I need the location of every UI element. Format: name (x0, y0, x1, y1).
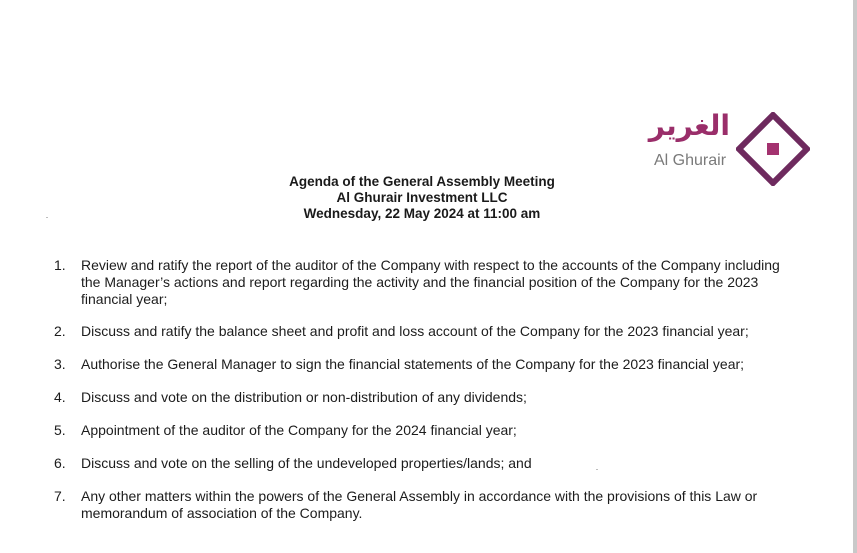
agenda-item-text: Review and ratify the report of the auditor of the Company with respect to the accounts of the Company including the Manager’s actions and report regarding the activity and the financial position of the Company for the 2023 financial year; (81, 257, 780, 307)
al-ghurair-logo (648, 109, 812, 190)
agenda-item-text: Appointment of the auditor of the Company for the 2024 financial year; (81, 422, 517, 438)
agenda-item-number: 3. (54, 356, 66, 372)
diamond-logo-icon (736, 112, 810, 186)
agenda-item-number: 7. (54, 488, 66, 504)
agenda-item-text: Discuss and vote on the distribution or non-distribution of any dividends; (81, 389, 527, 405)
heading-title: Agenda of the General Assembly Meeting (289, 174, 555, 189)
agenda-item-number: 5. (54, 422, 66, 438)
scan-speck (596, 469, 598, 470)
agenda-item-text: Discuss and vote on the selling of the undeveloped properties/lands; and (81, 455, 532, 471)
heading-company: Al Ghurair Investment LLC (336, 190, 508, 205)
agenda-item-number: 4. (54, 389, 66, 405)
agenda-item-number: 2. (54, 323, 66, 339)
logo-arabic-name: الغرير (648, 109, 730, 142)
page-edge-shadow (853, 0, 857, 553)
logo-english-name: Al Ghurair (654, 152, 727, 169)
agenda-item-number: 1. (54, 257, 66, 273)
agenda-item-text: Any other matters within the powers of the General Assembly in accordance with the provisions of this Law or memorandum of association of the Company. (81, 488, 758, 521)
diamond-center-square (767, 143, 779, 155)
heading-date: Wednesday, 22 May 2024 at 11:00 am (303, 206, 541, 221)
agenda-item-text: Authorise the General Manager to sign the financial statements of the Company for the 2023 financial year; (81, 356, 745, 372)
agenda-item-number: 6. (54, 455, 66, 471)
document-heading (172, 174, 672, 222)
agenda-item-text: Discuss and ratify the balance sheet and profit and loss account of the Company for the 2023 financial year; (81, 323, 749, 339)
scan-speck (46, 217, 48, 218)
